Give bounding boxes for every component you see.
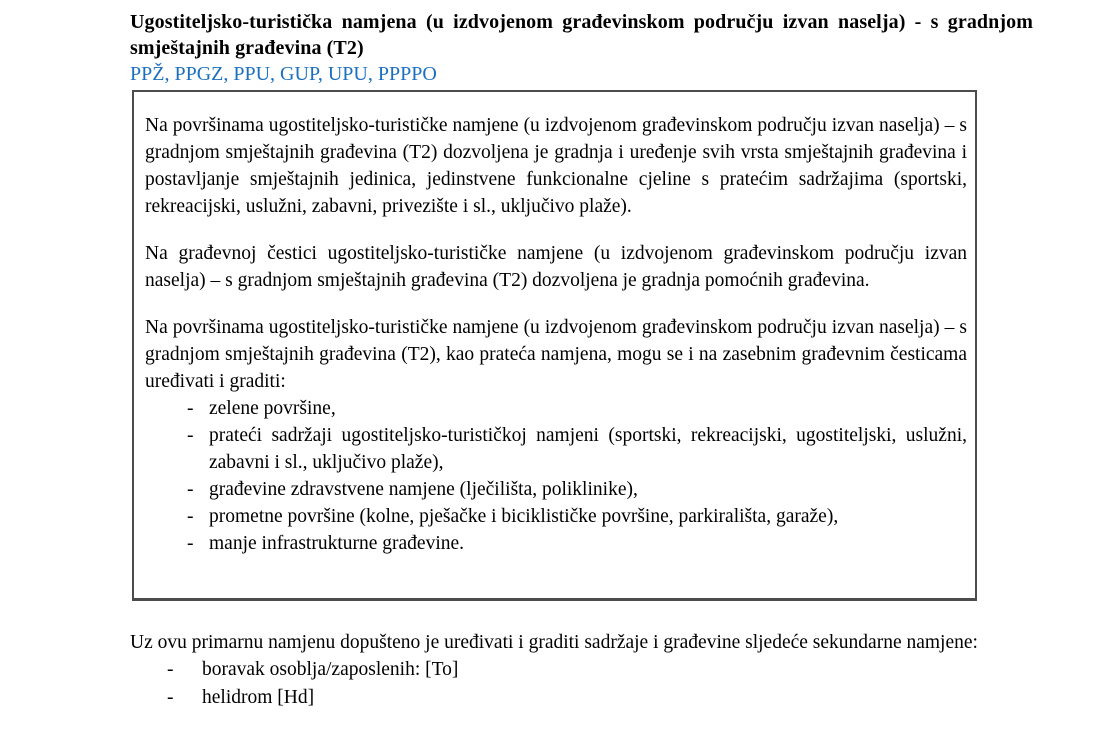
list-item	[145, 422, 967, 476]
list-item-text: manje infrastrukturne građevine.	[209, 533, 465, 554]
bullet-dash: -	[187, 425, 194, 446]
bullet-dash: -	[167, 686, 174, 708]
plan-reference-links[interactable]: PPŽ, PPGZ, PPU, GUP, UPU, PPPPO	[130, 63, 437, 85]
list-item-text: prateći sadržaji ugostiteljsko-turističkoj namjeni (sportski, rekreacijski, ugostiteljski, uslužni, zabavni i sl., uključivo plaže),	[209, 425, 967, 473]
list-item	[130, 684, 1033, 712]
allowed-structures-list	[145, 395, 967, 557]
secondary-uses-intro: Uz ovu primarnu namjenu dopušteno je uređivati i graditi sadržaje i građevine sljedeće sekundarne namjene:	[130, 632, 978, 653]
list-item-text: zelene površine,	[209, 398, 336, 419]
list-item-text: helidrom [Hd]	[202, 686, 315, 708]
list-item	[145, 395, 967, 422]
provision-box	[132, 90, 977, 601]
bullet-dash: -	[187, 533, 194, 554]
document-page	[130, 0, 1033, 711]
secondary-uses-section	[130, 629, 1033, 711]
secondary-uses-list	[130, 656, 1033, 711]
box-paragraph-1: Na površinama ugostiteljsko-turističke namjene (u izdvojenom građevinskom području izvan naselja) – s gradnjom smještajnih građevina (T2) dozvoljena je gradnja i uređenje svih vrsta smještajnih građevina i postavljanje smještajnih jedinica, jedinstvene funkcionalne cjeline s pratećim sadržajima (sportski, rekreacijski, uslužni, zabavni, privezište i sl., uključivo plaže).	[145, 115, 967, 217]
bullet-dash: -	[187, 506, 194, 527]
list-item-text: prometne površine (kolne, pješačke i biciklističke površine, parkirališta, garaže),	[209, 506, 839, 527]
list-item-text: boravak osoblja/zaposlenih: [To]	[202, 659, 459, 680]
bullet-dash: -	[187, 479, 194, 500]
bullet-dash: -	[167, 659, 174, 680]
box-paragraph-2: Na građevnoj čestici ugostiteljsko-turističke namjene (u izdvojenom građevinskom području izvan naselja) – s gradnjom smještajnih građevina (T2) dozvoljena je gradnja pomoćnih građevina.	[145, 243, 967, 291]
list-item	[145, 503, 967, 530]
list-item-text: građevine zdravstvene namjene (lječilišta, poliklinike),	[209, 479, 638, 500]
page-title: Ugostiteljsko-turistička namjena (u izdvojenom građevinskom području izvan naselja) - s gradnjom smještajnih građevina (T2)	[130, 11, 1033, 59]
bullet-dash: -	[187, 398, 194, 419]
box-paragraph-3: Na površinama ugostiteljsko-turističke namjene (u izdvojenom građevinskom području izvan naselja) – s gradnjom smještajnih građevina (T2), kao prateća namjena, mogu se i na zasebnim građevnim česticama uređivati i graditi:	[145, 317, 967, 392]
list-item	[145, 530, 967, 557]
list-item	[130, 656, 1033, 684]
list-item	[145, 476, 967, 503]
